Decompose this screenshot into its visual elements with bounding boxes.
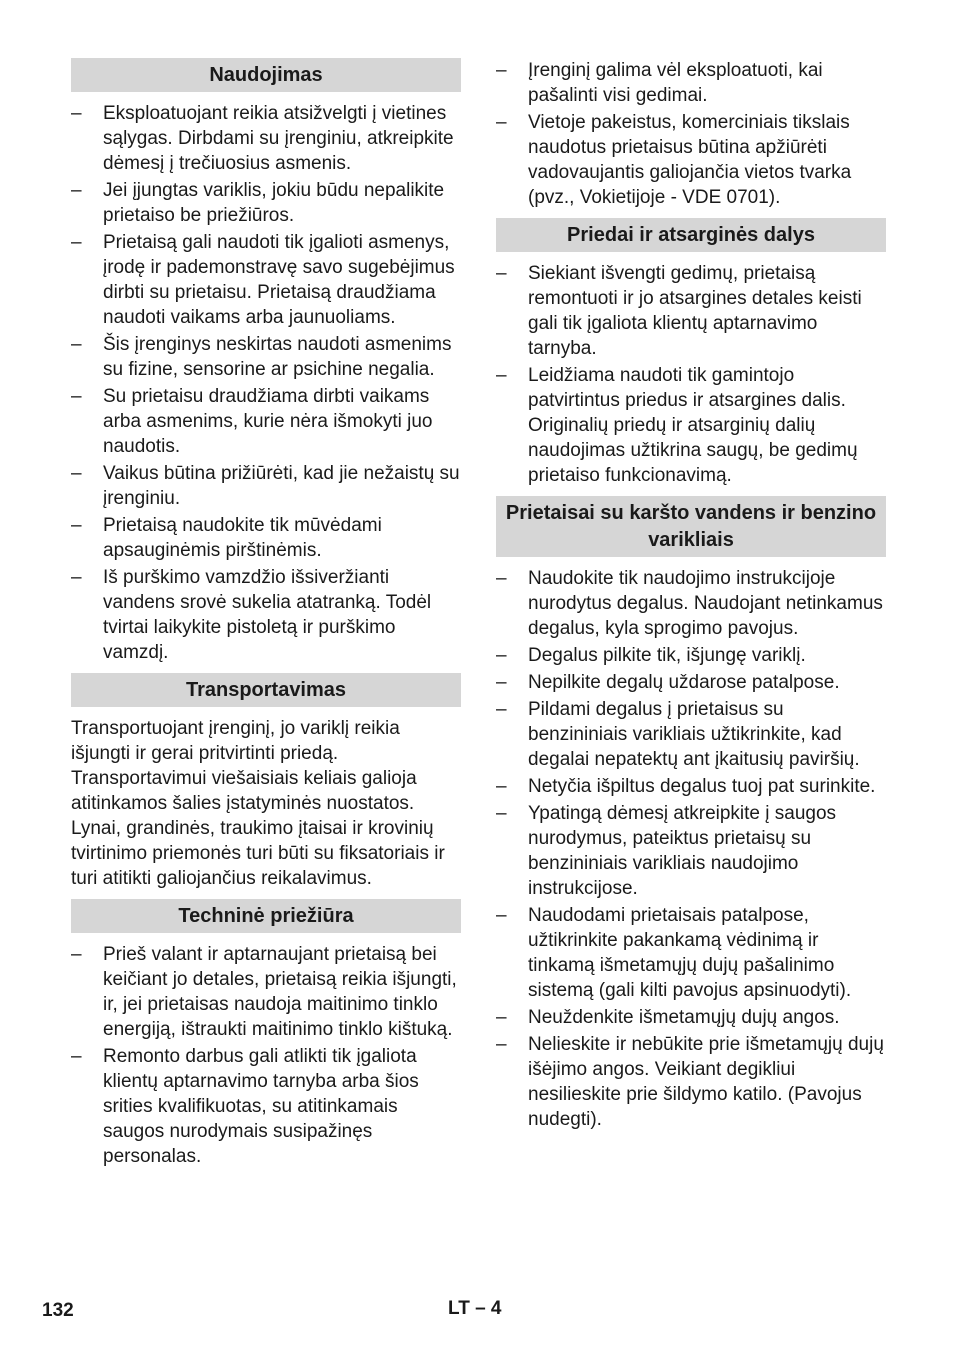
list-item: – Eksploatuojant reikia atsižvelgti į vietines sąlygas. Dirbdami su įrenginiu, atkreipkite dėmesį į trečiuosius asmenis. <box>71 103 454 174</box>
bullet-dash: – <box>71 944 82 965</box>
bullet-dash: – <box>71 463 82 484</box>
right-column <box>496 58 886 1140</box>
bullet-dash: – <box>496 263 507 284</box>
bullet-dash: – <box>496 645 507 666</box>
list-item: – Vaikus būtina prižiūrėti, kad jie nežaistų su įrenginiu. <box>71 463 460 509</box>
bullet-dash: – <box>71 515 82 536</box>
heading-technine-prieziura: Techninė priežiūra <box>71 899 461 933</box>
list-item: – Leidžiama naudoti tik gamintojo patvirtintus priedus ir atsargines dalis. Originalių priedų ir atsarginių dalių naudojimas užtikrina saugų, be gedimų prietaiso funkcionavimą. <box>496 365 858 486</box>
list-item: – Netyčia išpiltus degalus tuoj pat surinkite. <box>496 776 876 797</box>
bullet-dash: – <box>496 699 507 720</box>
list-item: – Su prietaisu draudžiama dirbti vaikams arba asmenims, kurie nėra išmokyti juo naudotis. <box>71 386 433 457</box>
list-item: – Naudodami prietaisais patalpose, užtikrinkite pakankamą vėdinimą ir tinkamą išmetamųjų dujų pašalinimo sistemą (gali kilti pavojus apsinuodyti). <box>496 905 852 1001</box>
bullet-dash: – <box>496 1034 507 1055</box>
list-item: – Pildami degalus į prietaisus su benzininiais varikliais užtikrinkite, kad degalai nepatektų ant įkaitusių paviršių. <box>496 699 860 770</box>
bullet-dash: – <box>71 334 82 355</box>
list-item: – Prieš valant ir aptarnaujant prietaisą bei keičiant jo detales, prietaisą reikia išjungti, ir, jei prietaisas naudoja maitinimo tinklo energiją, ištraukti maitinimo tinklo kištuką. <box>71 944 457 1040</box>
list-item: – Nepilkite degalų uždarose patalpose. <box>496 672 840 693</box>
list-naudojimas <box>71 101 461 665</box>
list-continued <box>496 58 886 210</box>
list-item: – Nelieskite ir nebūkite prie išmetamųjų dujų išėjimo angos. Veikiant degikliui nesilieskite prie šildymo katilo. (Pavojus nudegti). <box>496 1034 884 1130</box>
bullet-dash: – <box>496 365 507 386</box>
list-item: – Prietaisą naudokite tik mūvėdami apsauginėmis pirštinėmis. <box>71 515 382 561</box>
list-item: – Jei įjungtas variklis, jokiu būdu nepalikite prietaiso be priežiūros. <box>71 180 445 226</box>
list-item: – Remonto darbus gali atlikti tik įgaliota klientų aptarnavimo tarnyba arba šios srities kvalifikuotas, su atitinkamais saugos nurodymais susipažinęs personalas. <box>71 1046 419 1167</box>
list-item: – Naudokite tik naudojimo instrukcijoje nurodytus degalus. Naudojant netinkamus degalus, kyla sprogimo pavojus. <box>496 568 883 639</box>
list-item: – Degalus pilkite tik, išjungę variklį. <box>496 645 806 666</box>
list-item: – Įrenginį galima vėl eksploatuoti, kai pašalinti visi gedimai. <box>496 60 823 106</box>
list-technine-prieziura <box>71 942 461 1169</box>
heading-priedai: Priedai ir atsarginės dalys <box>496 218 886 252</box>
page-number: 132 <box>42 1300 74 1321</box>
bullet-dash: – <box>496 112 507 133</box>
heading-naudojimas: Naudojimas <box>71 58 461 92</box>
paragraph-transportavimas: Transportuojant įrenginį, jo variklį reikia išjungti ir gerai pritvirtinti priedą. Transportavimui viešaisiais keliais galioja atitinkamos šalies įstatyminės nuostatos. Lynai, grandinės, traukimo įtaisai ir krovinių tvirtinimo priemonės turi būti su fiksatoriais ir turi atitikti galiojančius reikalavimus. <box>71 718 445 889</box>
list-item: – Vietoje pakeistus, komerciniais tikslais naudotus prietaisus būtina apžiūrėti vadovaujantis galiojančia vietos tvarka (pvz., Vokietijoje - VDE 0701). <box>496 112 852 208</box>
bullet-dash: – <box>71 180 82 201</box>
bullet-dash: – <box>496 672 507 693</box>
bullet-dash: – <box>496 776 507 797</box>
list-item: – Šis įrenginys neskirtas naudoti asmenims su fizine, sensorine ar psichine negalia. <box>71 334 452 380</box>
bullet-dash: – <box>71 103 82 124</box>
bullet-dash: – <box>71 567 82 588</box>
list-item: – Siekiant išvengti gedimų, prietaisą remontuoti ir jo atsargines detales keisti gali tik įgaliota klientų aptarnavimo tarnyba. <box>496 263 862 359</box>
bullet-dash: – <box>496 1007 507 1028</box>
list-prietaisai <box>496 566 886 1132</box>
bullet-dash: – <box>496 905 507 926</box>
bullet-dash: – <box>71 232 82 253</box>
list-priedai <box>496 261 886 488</box>
list-item: – Ypatingą dėmesį atkreipkite į saugos nurodymus, pateiktus prietaisų su benzininiais varikliais naudojimo instrukcijose. <box>496 803 837 899</box>
bullet-dash: – <box>496 568 507 589</box>
heading-transportavimas: Transportavimas <box>71 673 461 707</box>
bullet-dash: – <box>71 1046 82 1067</box>
left-column <box>71 58 461 1177</box>
bullet-dash: – <box>496 60 507 81</box>
bullet-dash: – <box>496 803 507 824</box>
list-item: – Neuždenkite išmetamųjų dujų angos. <box>496 1007 840 1028</box>
heading-prietaisai-karsto-vandens: Prietaisai su karšto vandens ir benzino varikliais <box>496 496 886 557</box>
language-page-label: LT – 4 <box>448 1298 502 1319</box>
list-item: – Iš purškimo vamzdžio išsiveržianti vandens srovė sukelia atatranką. Todėl tvirtai laikykite pistoletą ir purškimo vamzdį. <box>71 567 432 663</box>
bullet-dash: – <box>71 386 82 407</box>
list-item: – Prietaisą gali naudoti tik įgalioti asmenys, įrodę ir pademonstravę savo sugebėjimus dirbti su prietaisu. Prietaisą draudžiama naudoti vaikams arba jaunuoliams. <box>71 232 455 328</box>
